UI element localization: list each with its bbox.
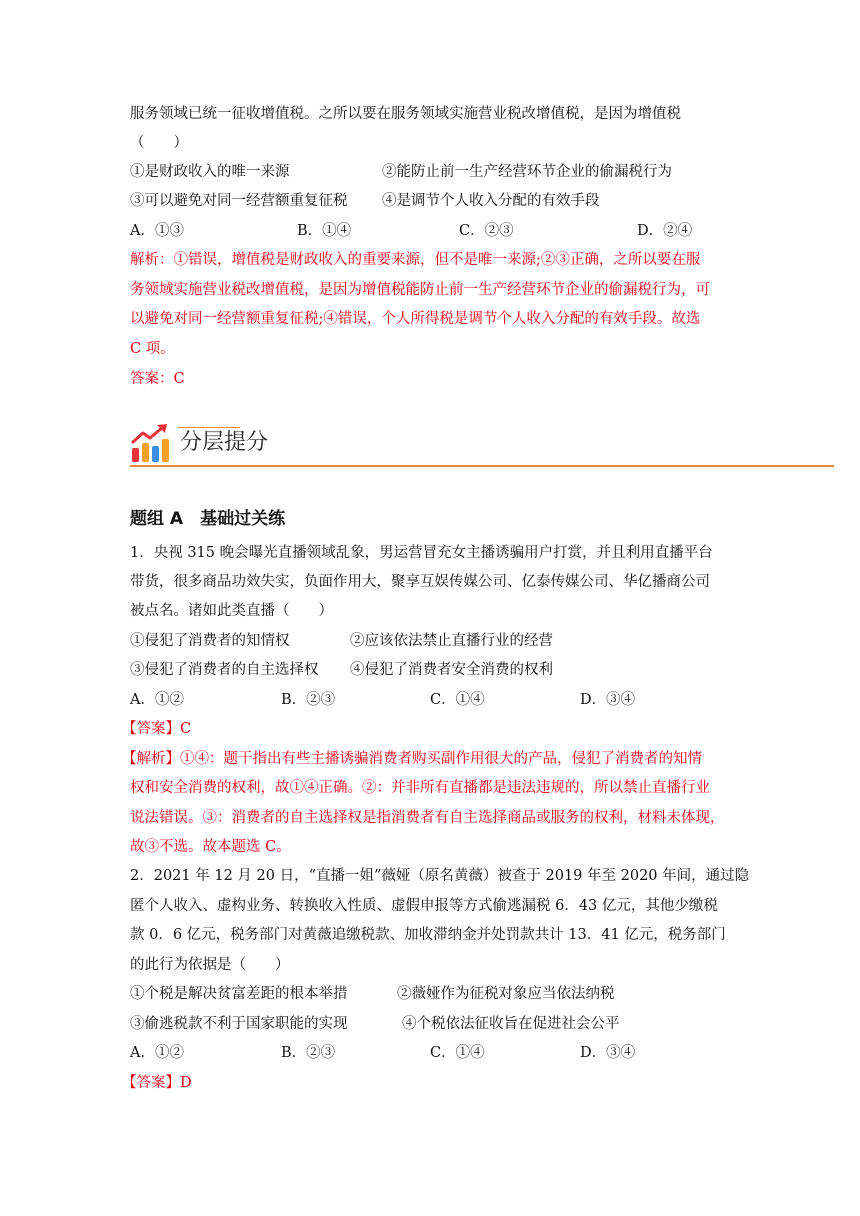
section-divider bbox=[130, 465, 834, 467]
prev-statement-4: ④是调节个人收入分配的有效手段 bbox=[382, 193, 600, 209]
q1-statement-4: ④侵犯了消费者安全消费的权利 bbox=[350, 662, 553, 678]
q2-statement-1: ①个税是解决贫富差距的根本举措 bbox=[130, 986, 348, 1002]
prev-option-a: A．①③ bbox=[130, 223, 184, 239]
q2-statement-4: ④个税依法征收旨在促进社会公平 bbox=[402, 1016, 620, 1032]
q1-stem-line: 1．央视 315 晚会曝光直播领域乱象，男运营冒充女主播诱骗用户打赏，并且利用直播平台 bbox=[130, 545, 713, 561]
q1-analysis-line: 权和安全消费的权利，故①④正确。②：并非所有直播都是违法违规的，所以禁止直播行业 bbox=[130, 780, 710, 796]
q1-statement-1: ①侵犯了消费者的知情权 bbox=[130, 633, 290, 649]
q2-statement-3: ③偷逃税款不利于国家职能的实现 bbox=[130, 1016, 348, 1032]
q1-stem-line: 带货，很多商品功效失实，负面作用大，聚享互娱传媒公司、亿泰传媒公司、华亿播商公司 bbox=[130, 574, 710, 590]
prev-option-b: B．①④ bbox=[297, 223, 352, 239]
q2-option-b: B．②③ bbox=[281, 1045, 336, 1061]
group-title: 题组 A 基础过关练 bbox=[130, 509, 286, 529]
prev-analysis-line: 务领域实施营业税改增值税，是因为增值税能防止前一生产经营环节企业的偷漏税行为，可 bbox=[130, 282, 710, 298]
prev-statement-1: ①是财政收入的唯一来源 bbox=[130, 164, 290, 180]
q2-stem-line: 匿个人收入、虚构业务、转换收入性质、虚假申报等方式偷逃漏税 6．43 亿元，其他少缴税 bbox=[130, 898, 718, 914]
q1-statement-2: ②应该依法禁止直播行业的经营 bbox=[350, 633, 553, 649]
q1-analysis-line: 【解析】①④：题干指出有些主播诱骗消费者购买副作用很大的产品，侵犯了消费者的知情 bbox=[122, 751, 702, 767]
q2-answer: 【答案】D bbox=[122, 1075, 192, 1091]
prev-statement-3: ③可以避免对同一经营额重复征税 bbox=[130, 193, 348, 209]
q1-analysis-line: 故③不选。故本题选 C。 bbox=[130, 839, 291, 855]
q1-option-a: A．①② bbox=[130, 692, 184, 708]
prev-option-c: C．②③ bbox=[459, 223, 514, 239]
q1-option-b: B．②③ bbox=[281, 692, 336, 708]
q2-option-d: D．③④ bbox=[580, 1045, 636, 1061]
prev-question-stem-line: 服务领域已统一征收增值税。之所以要在服务领域实施营业税改增值税，是因为增值税 bbox=[130, 106, 681, 122]
q2-stem-line: 2．2021 年 12 月 20 日，“直播一姐”薇娅（原名黄薇）被查于 2019 年至 2020 年间，通过隐 bbox=[130, 868, 750, 884]
prev-question-stem-line: （ ） bbox=[130, 135, 188, 151]
q2-stem-line: 款 0．6 亿元，税务部门对黄薇追缴税款、加收滞纳金并处罚款共计 13．41 亿元，税务部门 bbox=[130, 927, 726, 943]
prev-statement-2: ②能防止前一生产经营环节企业的偷漏税行为 bbox=[382, 164, 672, 180]
prev-analysis-line: 以避免对同一经营额重复征税;④错误，个人所得税是调节个人收入分配的有效手段。故选 bbox=[130, 311, 701, 327]
q1-option-d: D．③④ bbox=[580, 692, 636, 708]
q2-stem-line: 的此行为依据是（ ） bbox=[130, 957, 290, 973]
prev-option-d: D．②④ bbox=[637, 223, 693, 239]
prev-answer: 答案：C bbox=[130, 371, 185, 387]
prev-analysis-line: C 项。 bbox=[130, 341, 175, 357]
q2-option-c: C．①④ bbox=[430, 1045, 485, 1061]
q1-answer: 【答案】C bbox=[122, 721, 192, 737]
q2-statement-2: ②薇娅作为征税对象应当依法纳税 bbox=[397, 986, 615, 1002]
q1-option-c: C．①④ bbox=[430, 692, 485, 708]
q1-analysis-line: 说法错误。③：消费者的自主选择权是指消费者有自主选择商品或服务的权利，材料未体现， bbox=[130, 810, 725, 826]
q1-statement-3: ③侵犯了消费者的自主选择权 bbox=[130, 662, 319, 678]
section-title: 分层提分 bbox=[180, 430, 269, 455]
q1-stem-line: 被点名。诸如此类直播（ ） bbox=[130, 603, 333, 619]
q2-option-a: A．①② bbox=[130, 1045, 184, 1061]
chart-growth-icon bbox=[130, 422, 172, 464]
prev-analysis-line: 解析：①错误，增值税是财政收入的重要来源，但不是唯一来源;②③正确，之所以要在服 bbox=[130, 252, 701, 268]
